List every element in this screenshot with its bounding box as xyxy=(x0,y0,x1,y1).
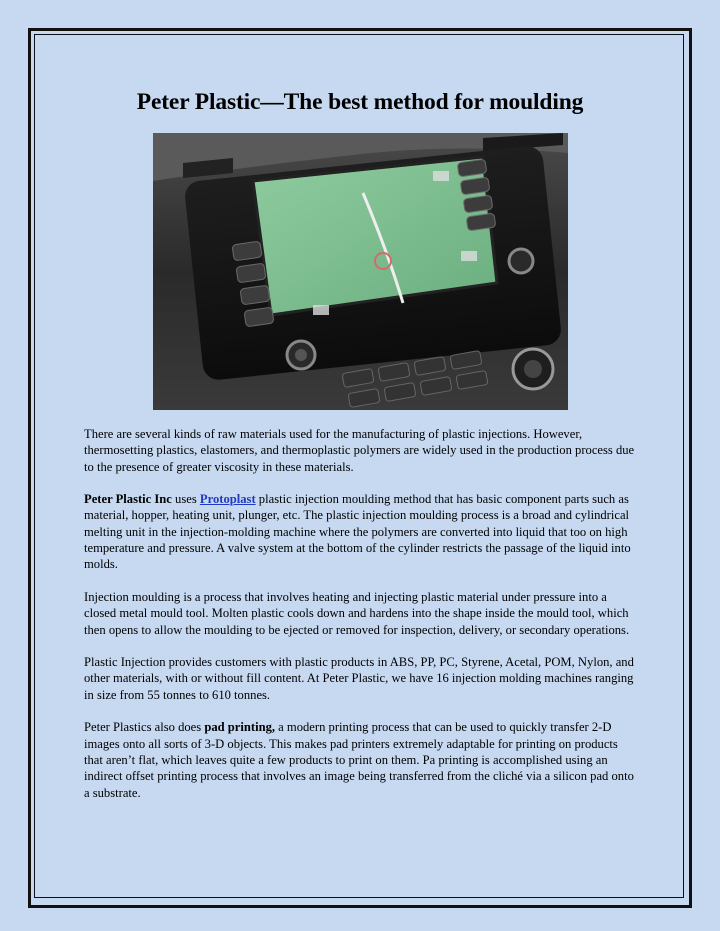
protoplast-link[interactable]: Protoplast xyxy=(199,492,256,507)
body-text xyxy=(84,426,636,817)
paragraph-raw-materials: There are several kinds of raw materials used for the manufacturing of plastic injections. However, thermosetting plastics, elastomers, and thermoplastic polymers are widely used in the production process due to the presence of greater viscosity in these materials. xyxy=(84,427,635,474)
text-lead: Peter Plastics also does xyxy=(84,720,205,735)
paragraph-plastic-injection: Plastic Injection provides customers with plastic products in ABS, PP, PC, Styrene, Acetal, POM, Nylon, and other materials, with or without fill content. At Peter Plastic, we have 16 injection molding machines ranging in size from 55 tonnes to 610 tonnes. xyxy=(84,655,634,702)
paragraph-pad-printing xyxy=(84,719,636,800)
text-injection-method: plastic injection moulding method that has basic component parts such as material, hopper, heating unit, plunger, etc. The plastic injection moulding process is a broad and cylindrical melting unit in the injection-molding machine where the polymers are converted into liquid that too on high temperature and pressure. A valve system at the bottom of the cylinder restricts the passage of the liquid into molds. xyxy=(84,492,631,572)
text-uses: uses xyxy=(171,492,200,507)
document-title: Peter Plastic—The best method for moulding xyxy=(136,89,584,115)
paragraph-peter-plastic-inc xyxy=(84,491,636,572)
car-navigation-screen-photo xyxy=(153,133,568,410)
pad-printing-term: pad printing, xyxy=(204,720,276,735)
text-pad-printing-description: a modern printing process that can be used to quickly transfer 2-D images onto all sorts of 3-D objects. This makes pad printers extremely adaptable for printing on products that aren’t flat, which leaves quite a few products to print on them. Pa printing is accomplished using an indirect offset printing process that involves an image being transferred from the cliché via a silicon pad onto a substrate. xyxy=(84,720,634,800)
document-content xyxy=(84,84,636,800)
car-navigation-screen-illustration xyxy=(153,133,568,410)
company-name: Peter Plastic Inc xyxy=(84,492,172,507)
paragraph-injection-moulding: Injection moulding is a process that involves heating and injecting plastic material under pressure into a closed metal mould tool. Molten plastic cools down and hardens into the shape inside the mould tool, which then opens to allow the moulding to be ejected or removed for inspection, delivery, or secondary operations. xyxy=(84,589,630,637)
